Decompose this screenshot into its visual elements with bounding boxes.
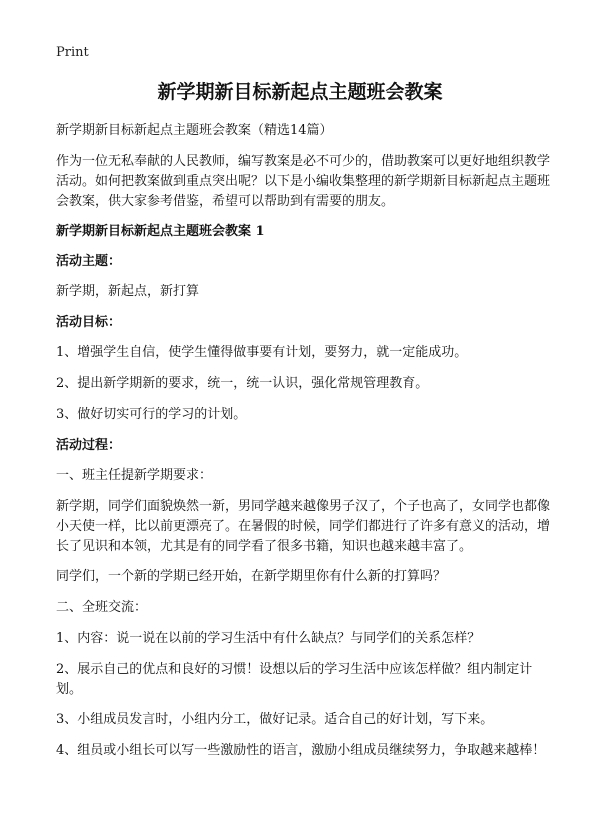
intro-paragraph: 作为一位无私奉献的人民教师，编写教案是必不可少的，借助教案可以更好地组织教学活动。如何把教案做到重点突出呢？以下是小编收集整理的新学期新目标新起点主题班会教案，供大家参考借鉴，希望可以帮助到有需要的朋友。 bbox=[56, 154, 551, 209]
step2-heading: 二、全班交流： bbox=[56, 600, 148, 615]
goal-item-2: 2、提出新学期新的要求，统一，统一认识，强化常规管理教育。 bbox=[56, 376, 429, 391]
process-heading: 活动过程： bbox=[56, 438, 122, 453]
theme-heading: 活动主题： bbox=[56, 254, 122, 269]
step2-item-4: 4、组员或小组长可以写一些激励性的语言，激励小组成员继续努力，争取越来越棒！ bbox=[56, 743, 546, 758]
section-title: 新学期新目标新起点主题班会教案 1 bbox=[56, 224, 265, 239]
goal-item-1: 1、增强学生自信，使学生懂得做事要有计划，要努力，就一定能成功。 bbox=[56, 345, 468, 360]
document-subtitle: 新学期新目标新起点主题班会教案（精选14篇） bbox=[56, 123, 333, 138]
theme-text: 新学期，新起点，新打算 bbox=[56, 284, 200, 299]
goal-item-3: 3、做好切实可行的学习的计划。 bbox=[56, 407, 247, 422]
step2-item-1: 1、内容：说一说在以前的学习生活中有什么缺点？与同学们的关系怎样？ bbox=[56, 631, 481, 646]
step1-heading: 一、班主任提新学期要求： bbox=[56, 468, 213, 483]
print-link[interactable]: Print bbox=[56, 45, 89, 60]
step2-item-3: 3、小组成员发言时，小组内分工，做好记录。适合自己的好计划，写下来。 bbox=[56, 712, 494, 727]
goal-heading: 活动目标： bbox=[56, 315, 122, 330]
step1-paragraph: 新学期，同学们面貌焕然一新，男同学越来越像男子汉了，个子也高了，女同学也都像小天使一样，比以前更漂亮了。在暑假的时候，同学们都进行了许多有意义的活动，增长了见识和本领，尤其是有的同学看了很多书籍，知识也越来越丰富了。 bbox=[56, 499, 551, 554]
step1-question: 同学们，一个新的学期已经开始，在新学期里你有什么新的打算吗？ bbox=[56, 569, 447, 584]
step2-item-2: 2、展示自己的优点和良好的习惯！设想以后的学习生活中应该怎样做？组内制定计划。 bbox=[56, 662, 533, 697]
document-title: 新学期新目标新起点主题班会教案 bbox=[157, 81, 443, 103]
document-body bbox=[56, 121, 554, 771]
